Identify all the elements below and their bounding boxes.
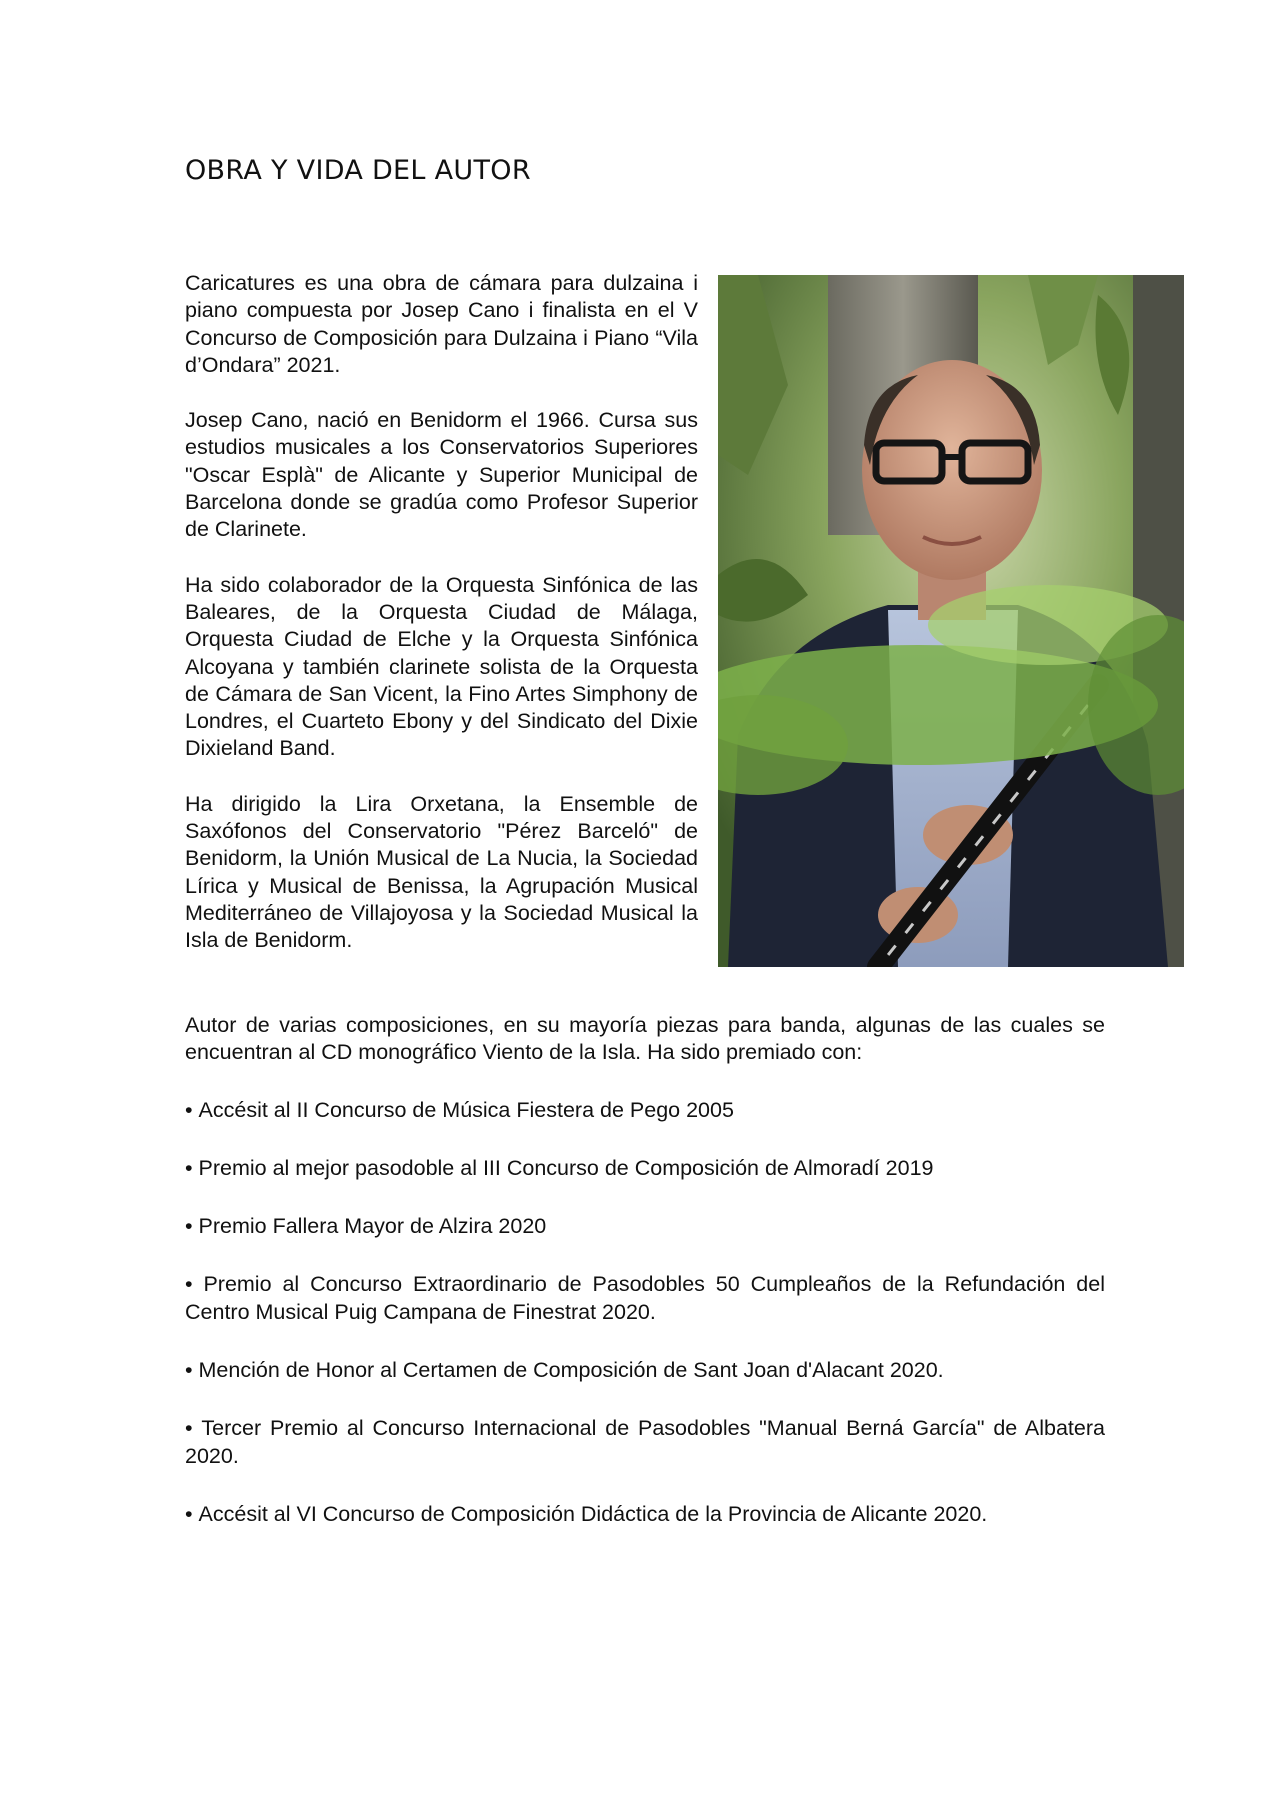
award-item: • Accésit al II Concurso de Música Fiestera de Pego 2005 (185, 1097, 1105, 1124)
bio-paragraph-direction: Ha dirigido la Lira Orxetana, la Ensemble de Saxófonos del Conservatorio "Pérez Barceló" de Benidorm, la Unión Musical de La Nucia, la Sociedad Lírica y Musical de Benissa, la Agrupación Musical Mediterráneo de Villajoyosa y la Sociedad Musical la Isla de Benidorm. (185, 791, 698, 953)
author-photo (718, 275, 1184, 967)
award-item: • Premio al Concurso Extraordinario de Pasodobles 50 Cumpleaños de la Refundación del Centro Musical Puig Campana de Finestrat 2020. (185, 1271, 1105, 1326)
bio-paragraph-studies: Josep Cano, nació en Benidorm el 1966. Cursa sus estudios musicales a los Conservatorios Superiores "Oscar Esplà" de Alicante y Superior Municipal de Barcelona donde se gradúa como Profesor Superior de Clarinete. (185, 408, 698, 542)
bio-paragraph-work: Caricatures es una obra de cámara para dulzaina i piano compuesta por Josep Cano i finalista en el V Concurso de Composición para Dulzaina i Piano “Vila d’Ondara” 2021. (185, 271, 698, 377)
award-item: • Premio Fallera Mayor de Alzira 2020 (185, 1213, 1105, 1240)
awards-list (185, 1097, 1105, 1529)
author-photo-illustration (718, 275, 1184, 967)
bio-paragraph-collaborations: Ha sido colaborador de la Orquesta Sinfónica de las Baleares, de la Orquesta Ciudad de Málaga, Orquesta Ciudad de Elche y la Orquesta Sinfónica Alcoyana y también clarinete solista de la Orquesta de Cámara de San Vicent, la Fino Artes Simphony de Londres, el Cuarteto Ebony y del Sindicato del Dixie Dixieland Band. (185, 572, 698, 761)
awards-section (185, 1012, 1105, 1559)
bio-column (185, 270, 698, 983)
award-item: • Premio al mejor pasodoble al III Concurso de Composición de Almoradí 2019 (185, 1155, 1105, 1182)
awards-intro: Autor de varias composiciones, en su mayoría piezas para banda, algunas de las cuales se encuentran al CD monográfico Viento de la Isla. Ha sido premiado con: (185, 1013, 1105, 1065)
award-item: • Mención de Honor al Certamen de Composición de Sant Joan d'Alacant 2020. (185, 1357, 1105, 1384)
page-title: OBRA Y VIDA DEL AUTOR (185, 155, 531, 186)
award-item: • Tercer Premio al Concurso Internacional de Pasodobles "Manual Berná García" de Albatera 2020. (185, 1415, 1105, 1470)
award-item: • Accésit al VI Concurso de Composición Didáctica de la Provincia de Alicante 2020. (185, 1501, 1105, 1528)
